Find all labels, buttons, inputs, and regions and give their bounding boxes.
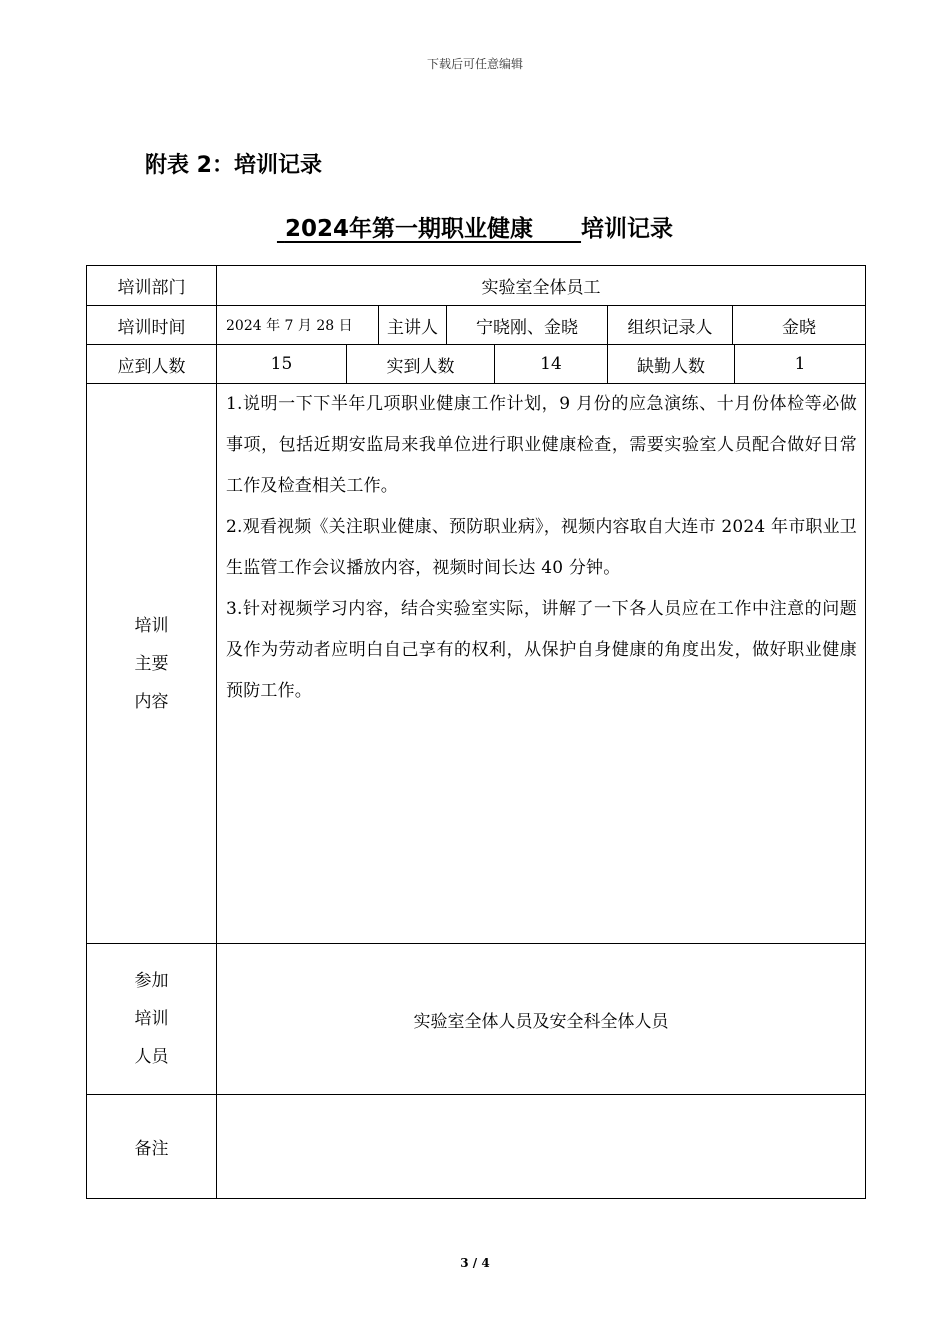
participants-label (87, 944, 217, 1094)
header-note: 下载后可任意编辑 (426, 57, 523, 71)
training-record-table (86, 265, 866, 1199)
content-paragraph: 2.观看视频《关注职业健康、预防职业病》，视频内容取自大连市 2024 年市职业卫生监管工作会议播放内容，视频时间长达 40 分钟。 (226, 517, 857, 578)
title-period: 年第一期职业健康 (348, 216, 533, 242)
title-year: 2024 (284, 216, 349, 242)
title-suffix: 培训记录 (581, 216, 674, 242)
participants-value: 实验室全体人员及安全科全体人员 (413, 1011, 669, 1032)
remarks-value (217, 1095, 865, 1198)
absent-label: 缺勤人数 (608, 345, 735, 383)
remarks-label: 备注 (87, 1095, 217, 1198)
row-time (87, 306, 865, 345)
expected-value: 15 (217, 345, 347, 383)
participants-label-line: 人员 (134, 1047, 169, 1067)
dept-value: 实验室全体员工 (481, 278, 601, 298)
row-department (87, 266, 865, 306)
actual-label: 实到人数 (347, 345, 495, 383)
dept-label: 培训部门 (87, 266, 217, 305)
page-number: 3 / 4 (460, 1256, 490, 1270)
participants-label-line: 参加 (134, 971, 169, 991)
row-content (87, 384, 865, 944)
speaker-value: 宁晓刚、金晓 (447, 306, 608, 344)
recorder-label: 组织记录人 (608, 306, 733, 344)
absent-value: 1 (794, 354, 806, 374)
speaker-label: 主讲人 (379, 306, 447, 344)
title-year-underlined (277, 216, 581, 242)
actual-value: 14 (495, 345, 608, 383)
row-participants (87, 944, 865, 1095)
content-paragraph: 1.说明一下下半年几项职业健康工作计划，9 月份的应急演练、十月份体检等必做事项，包括近期安监局来我单位进行职业健康检查，需要实验室人员配合做好日常工作及检查相关工作。 (226, 394, 857, 496)
content-label-line: 主要 (134, 653, 169, 674)
content-label-line: 内容 (134, 691, 169, 712)
document-title (0, 210, 950, 243)
appendix-title: 附表 2：培训记录 (145, 153, 322, 178)
row-attendance (87, 345, 865, 384)
recorder-value: 金晓 (782, 317, 816, 338)
expected-label: 应到人数 (87, 345, 217, 383)
row-remarks (87, 1095, 865, 1198)
content-label (87, 384, 217, 943)
training-content (217, 384, 865, 943)
time-value: 2024 年 7 月 28 日 (217, 306, 379, 344)
participants-label-line: 培训 (134, 1009, 169, 1029)
time-label: 培训时间 (87, 306, 217, 344)
content-label-line: 培训 (134, 615, 169, 636)
content-paragraph: 3.针对视频学习内容，结合实验室实际，讲解了一下各人员应在工作中注意的问题及作为劳动者应明白自己享有的权利，从保护自身健康的角度出发，做好职业健康预防工作。 (226, 599, 857, 701)
